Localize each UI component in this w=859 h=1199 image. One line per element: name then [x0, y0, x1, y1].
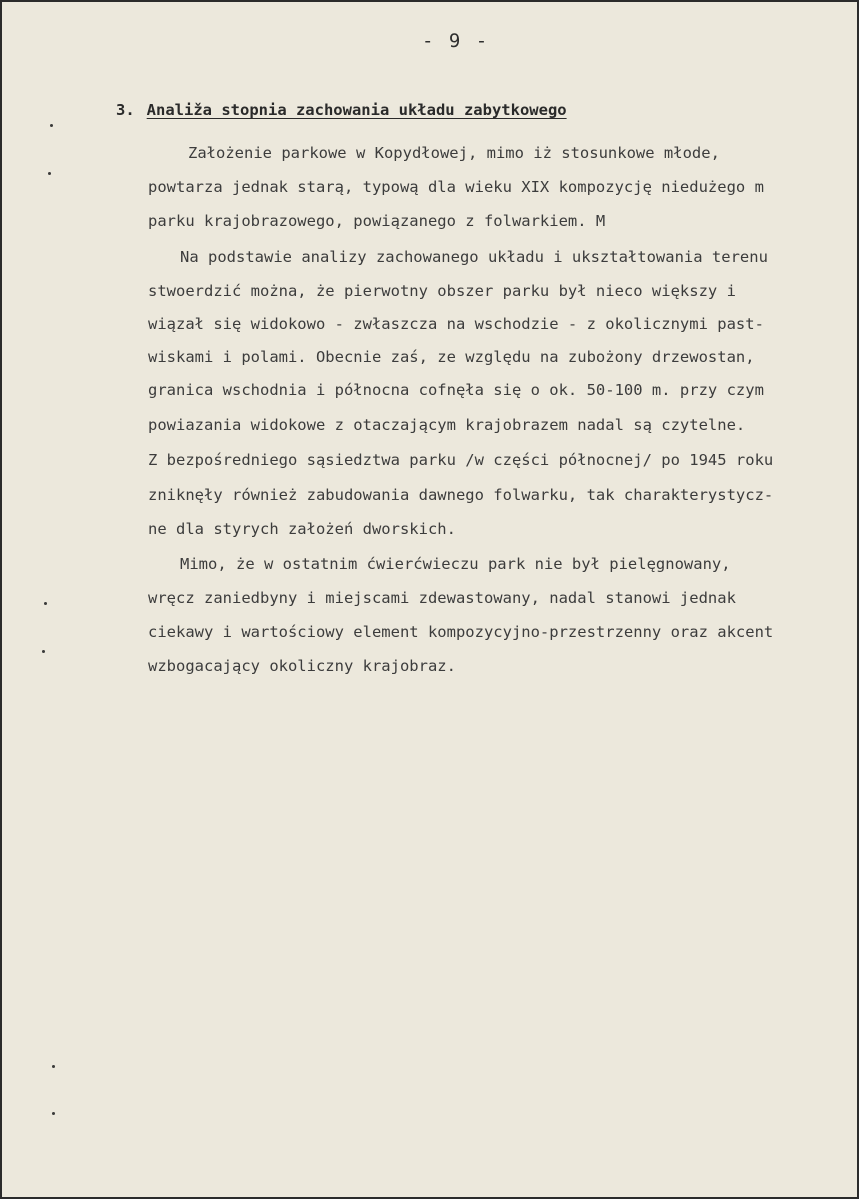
margin-mark — [48, 172, 51, 175]
text-line: wzbogacający okoliczny krajobraz. — [148, 657, 456, 675]
text-line: parku krajobrazowego, powiązanego z folwarkiem. M — [148, 212, 606, 230]
margin-mark — [52, 1065, 55, 1068]
text-line: stwoerdzić można, że pierwotny obszer parku był nieco większy i — [148, 282, 736, 300]
text-line: ciekawy i wartościowy element kompozycyjno-przestrzenny oraz akcent — [148, 623, 774, 641]
text-line: powiazania widokowe z otaczającym krajobrazem nadal są czytelne. — [148, 416, 746, 434]
text-line: Na podstawie analizy zachowanego układu i ukształtowania terenu — [180, 248, 768, 266]
text-line: wręcz zaniedbyny i miejscami zdewastowany, nadal stanowi jednak — [148, 589, 736, 607]
page-number: - 9 - — [422, 30, 490, 52]
text-line: powtarza jednak starą, typową dla wieku XIX kompozycję niedużego m — [148, 178, 764, 196]
text-line: wiązał się widokowo - zwłaszcza na wschodzie - z okolicznymi past- — [148, 315, 764, 333]
text-line: ne dla styrych założeń dworskich. — [148, 520, 456, 538]
section-title: Analiža stopnia zachowania układu zabytkowego — [146, 101, 567, 119]
text-line: wiskami i polami. Obecnie zaś, ze względu na zubożony drzewostan, — [148, 348, 755, 366]
margin-mark — [52, 1112, 55, 1115]
text-line: Założenie parkowe w Kopydłowej, mimo iż stosunkowe młode, — [188, 144, 720, 162]
section-heading — [116, 101, 567, 119]
section-number: 3. — [116, 101, 135, 119]
text-line: zniknęły również zabudowania dawnego folwarku, tak charakterystycz- — [148, 486, 774, 504]
margin-mark — [50, 124, 53, 127]
text-line: Mimo, że w ostatnim ćwierćwieczu park nie był pielęgnowany, — [180, 555, 731, 573]
text-line: granica wschodnia i północna cofnęła się o ok. 50-100 m. przy czym — [148, 381, 764, 399]
margin-mark — [44, 602, 47, 605]
text-line: Z bezpośredniego sąsiedztwa parku /w części północnej/ po 1945 roku — [148, 451, 774, 469]
margin-mark — [42, 650, 45, 653]
